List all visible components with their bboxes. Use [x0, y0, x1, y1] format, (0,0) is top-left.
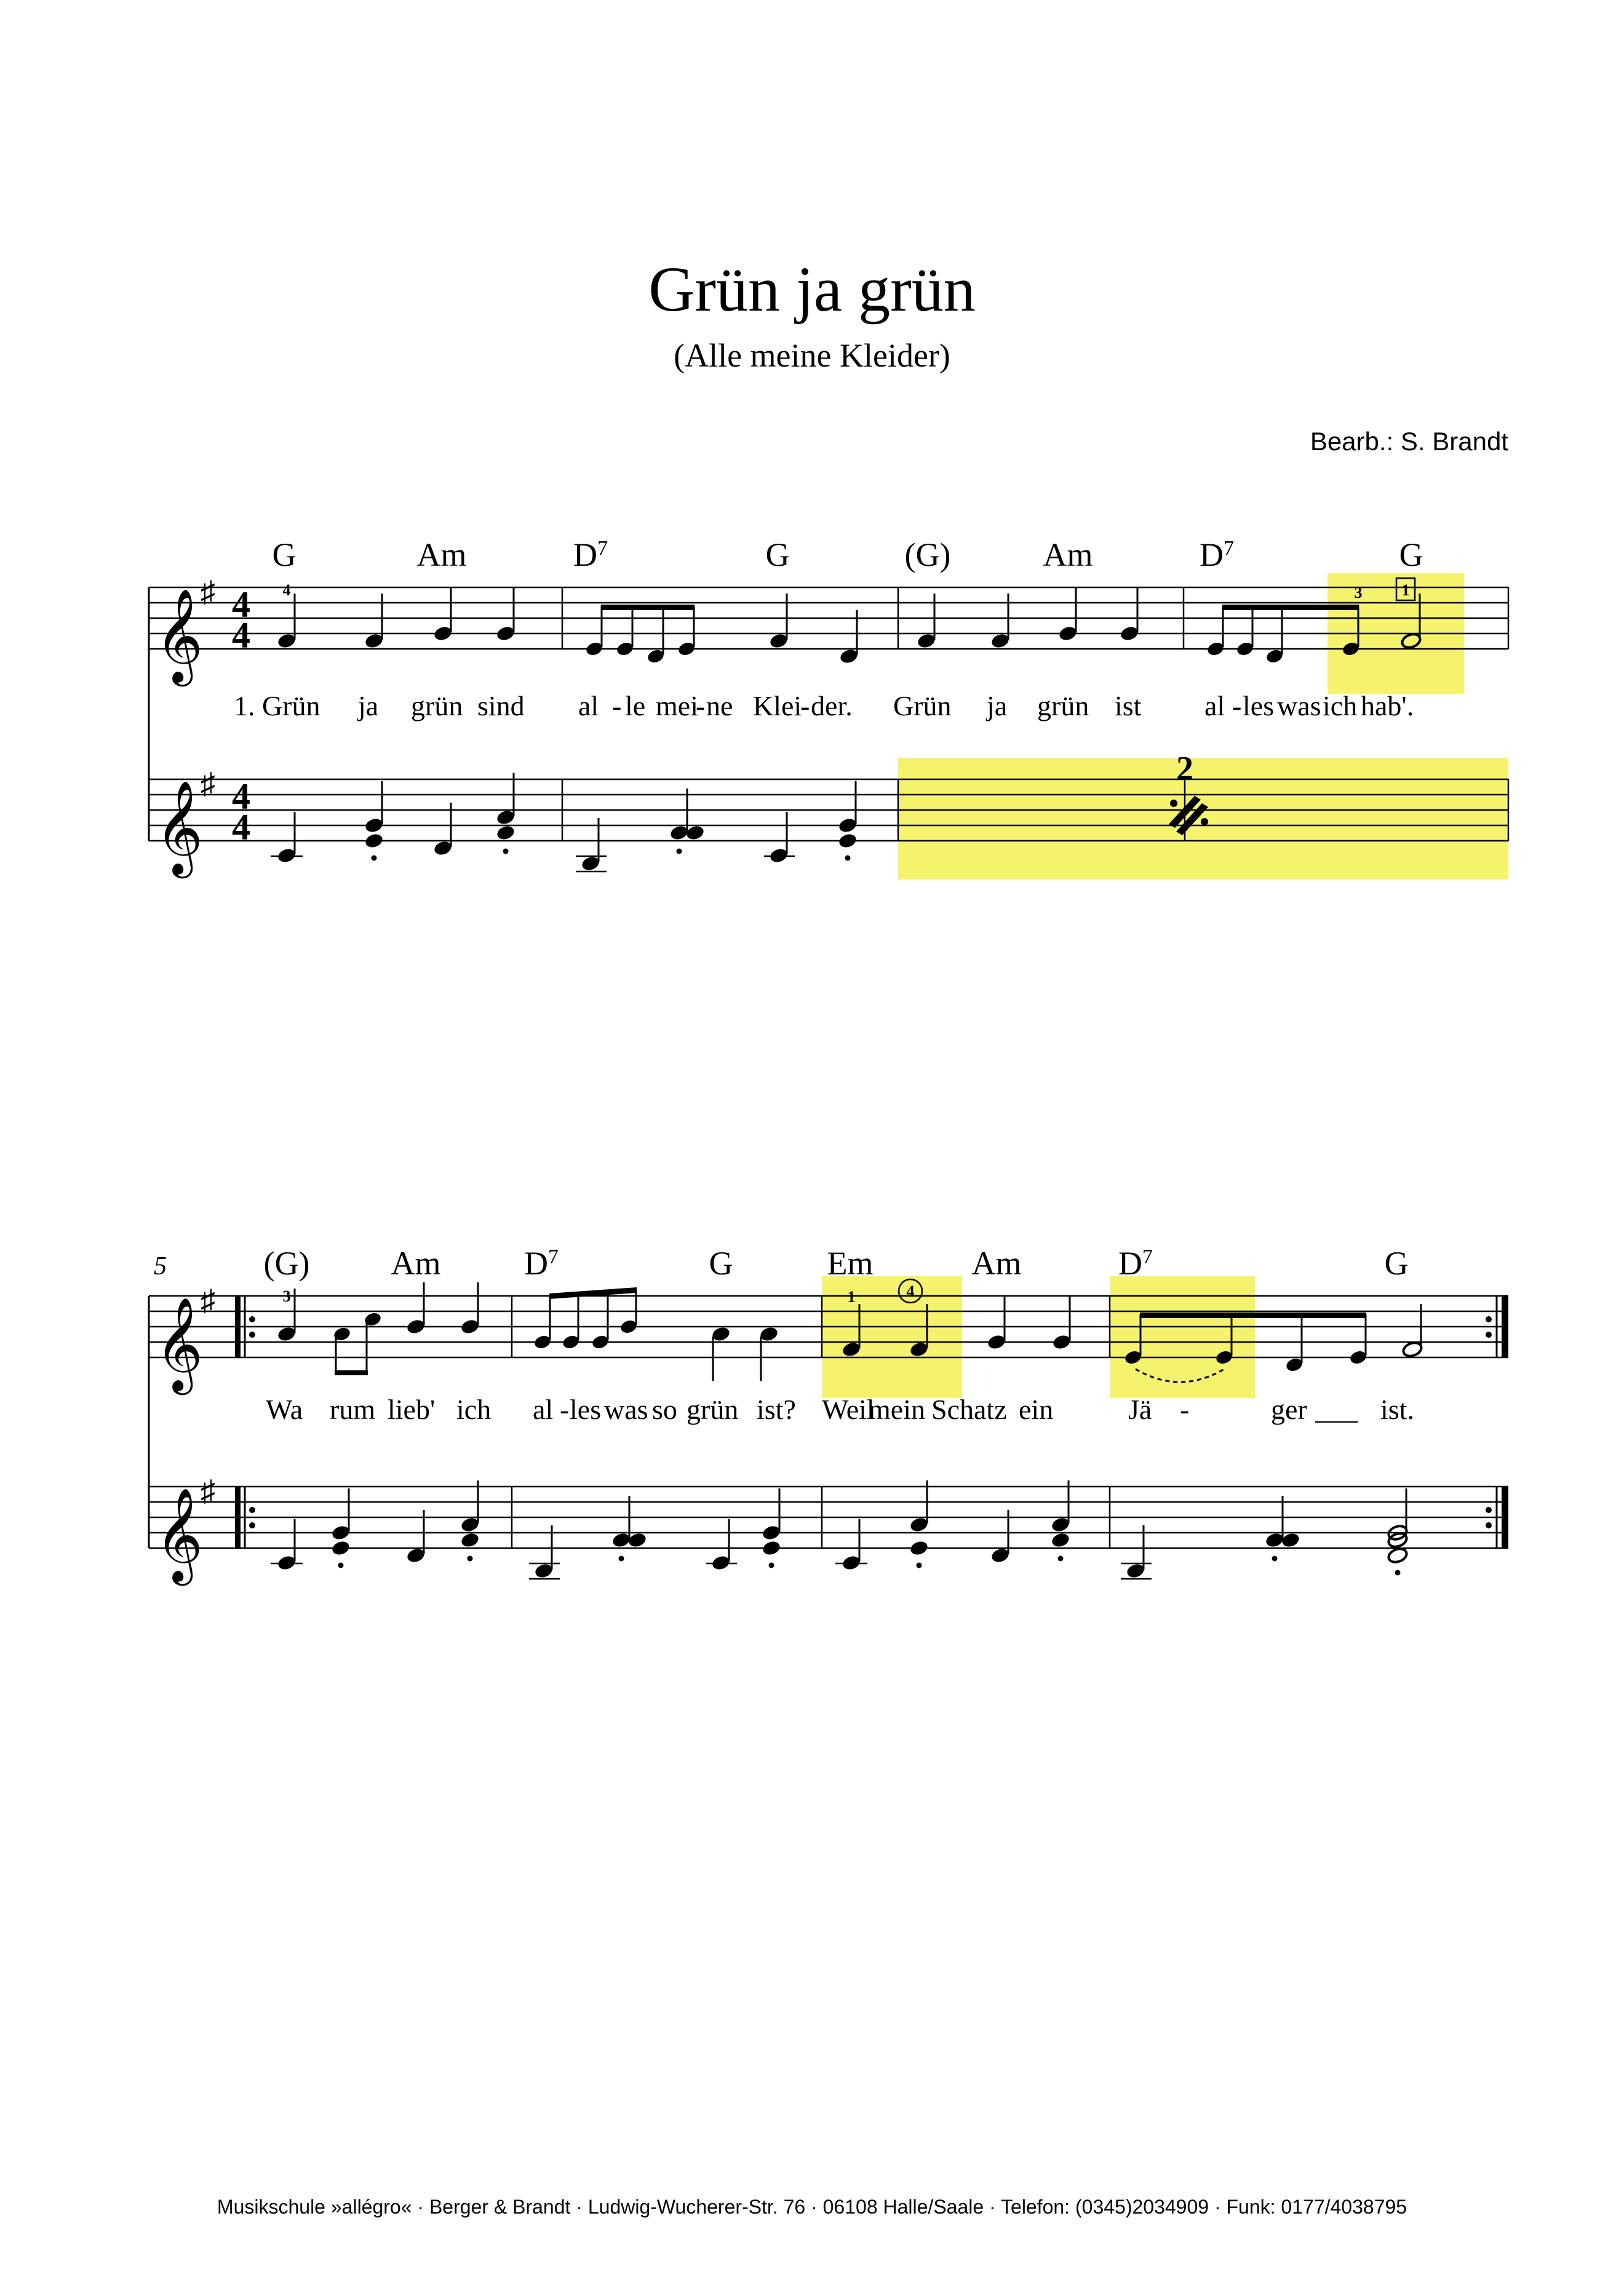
- svg-text:was: was: [1277, 690, 1321, 721]
- svg-text:3: 3: [1354, 584, 1363, 602]
- svg-text:___: ___: [1315, 1394, 1358, 1425]
- svg-text:rum: rum: [330, 1394, 376, 1425]
- highlight-box: [1110, 1276, 1255, 1398]
- svg-text:4: 4: [906, 1282, 915, 1300]
- chord-symbol: $D^7$: [1118, 1245, 1153, 1282]
- svg-text:1: 1: [1401, 581, 1410, 599]
- svg-text:der.: der.: [811, 690, 853, 721]
- treble-clef: [155, 1297, 203, 1395]
- chord-symbol: Am: [971, 1245, 1022, 1282]
- svg-text:grün: grün: [687, 1394, 739, 1425]
- svg-text:-: -: [560, 1394, 570, 1425]
- svg-text:-: -: [800, 690, 810, 721]
- svg-text:𝄞: 𝄞: [155, 588, 204, 683]
- footer-address: Musikschule »allégro« · Berger & Brandt · Ludwig-Wucherer-Str. 76 · 06108 Halle/Saale · Telefon: (0345)2034909 · Funk: 0177/4038795: [217, 2196, 1407, 2218]
- measure-number: 5: [154, 1252, 167, 1281]
- svg-text:ich: ich: [1323, 690, 1358, 721]
- treble-clef: [155, 1487, 203, 1586]
- key-signature-sharp: ♯: [201, 576, 215, 608]
- svg-text:les: les: [570, 1394, 602, 1425]
- svg-text:4: 4: [282, 581, 291, 599]
- svg-text:les: les: [1243, 690, 1275, 721]
- svg-text:ich: ich: [456, 1394, 492, 1425]
- svg-text:al: al: [578, 690, 599, 721]
- svg-text:4: 4: [232, 584, 250, 625]
- svg-text:2: 2: [1176, 750, 1193, 788]
- start-repeat: [235, 1296, 255, 1548]
- treble-clef: [155, 588, 203, 686]
- svg-text:𝄞: 𝄞: [155, 780, 204, 875]
- svg-text:ne: ne: [706, 690, 733, 721]
- chord-symbol: G: [709, 1245, 733, 1282]
- svg-text:ist: ist: [1115, 690, 1142, 721]
- chord-symbol: $D^7$: [1200, 536, 1234, 573]
- treble-clef: [155, 780, 203, 878]
- svg-text:ein: ein: [1019, 1394, 1054, 1425]
- svg-text:4: 4: [232, 776, 250, 817]
- svg-text:ist?: ist?: [757, 1394, 796, 1425]
- chord-symbol: Am: [391, 1245, 441, 1282]
- svg-text:Wa: Wa: [266, 1394, 303, 1425]
- svg-text:Grün: Grün: [893, 690, 952, 721]
- chord-symbol: Am: [416, 536, 467, 573]
- svg-text:grün: grün: [411, 690, 463, 721]
- svg-text:was: was: [604, 1394, 648, 1425]
- key-signature-sharp: ♯: [201, 1284, 215, 1317]
- svg-text:-: -: [696, 690, 706, 721]
- svg-text:le: le: [625, 690, 646, 721]
- svg-text:so: so: [652, 1394, 677, 1425]
- svg-text:-: -: [612, 690, 622, 721]
- svg-text:-: -: [1232, 690, 1242, 721]
- chord-symbols: [273, 536, 1423, 573]
- chord-symbol: G: [1399, 536, 1423, 573]
- chord-symbol: $D^7$: [573, 536, 608, 573]
- key-signature-sharp: ♯: [201, 768, 215, 800]
- svg-text:ja: ja: [987, 690, 1008, 721]
- svg-text:mein: mein: [869, 1394, 925, 1425]
- lyrics: [266, 1394, 1414, 1425]
- page-title: Grün ja grün: [648, 254, 976, 325]
- chord-symbol: (G): [263, 1245, 310, 1282]
- highlight-box: [822, 1276, 962, 1398]
- chord-symbol: (G): [904, 536, 951, 573]
- chord-symbol: G: [765, 536, 790, 573]
- arranger-credit: Bearb.: S. Brandt: [1310, 427, 1508, 456]
- svg-text:al: al: [1204, 690, 1225, 721]
- chord-symbol: G: [1384, 1245, 1409, 1282]
- svg-text:1. Grün: 1. Grün: [234, 690, 320, 721]
- svg-text:ja: ja: [358, 690, 379, 721]
- chord-symbol: G: [272, 536, 297, 573]
- svg-text:3: 3: [282, 1287, 291, 1305]
- key-signature-sharp: ♯: [201, 1475, 215, 1507]
- svg-text:Klei: Klei: [753, 690, 802, 721]
- svg-text:ist.: ist.: [1380, 1394, 1414, 1425]
- svg-text:Jä: Jä: [1128, 1394, 1152, 1425]
- svg-text:𝄞: 𝄞: [155, 1487, 204, 1582]
- accompaniment-notes: [271, 773, 858, 872]
- svg-text:Weil: Weil: [822, 1394, 875, 1425]
- svg-text:Schatz: Schatz: [931, 1394, 1007, 1425]
- melody-notes: [276, 587, 1422, 665]
- svg-text:ger: ger: [1271, 1394, 1307, 1425]
- lyrics: [234, 690, 1414, 721]
- chord-symbol: Am: [1043, 536, 1093, 573]
- svg-text:lieb': lieb': [388, 1394, 436, 1425]
- svg-text:hab'.: hab'.: [1361, 690, 1414, 721]
- svg-text:mei: mei: [656, 690, 698, 721]
- fingerings: [283, 578, 1415, 602]
- svg-text:𝄞: 𝄞: [155, 1297, 204, 1391]
- system-2: [149, 1245, 1508, 1586]
- melody-staff: [149, 587, 1508, 649]
- svg-text:al: al: [533, 1394, 554, 1425]
- accompaniment-notes: [271, 1480, 1409, 1579]
- chord-symbol: Em: [827, 1245, 874, 1282]
- svg-text:grün: grün: [1037, 690, 1089, 721]
- svg-text:4: 4: [232, 615, 250, 656]
- svg-text:4: 4: [232, 807, 250, 848]
- svg-text:-: -: [1180, 1394, 1190, 1425]
- accompaniment-staff: [149, 1487, 1508, 1548]
- end-repeat: [1486, 1296, 1508, 1548]
- page-subtitle: (Alle meine Kleider): [674, 337, 950, 374]
- chord-symbol: $D^7$: [524, 1245, 559, 1282]
- svg-text:1: 1: [847, 1288, 856, 1306]
- svg-text:sind: sind: [477, 690, 525, 721]
